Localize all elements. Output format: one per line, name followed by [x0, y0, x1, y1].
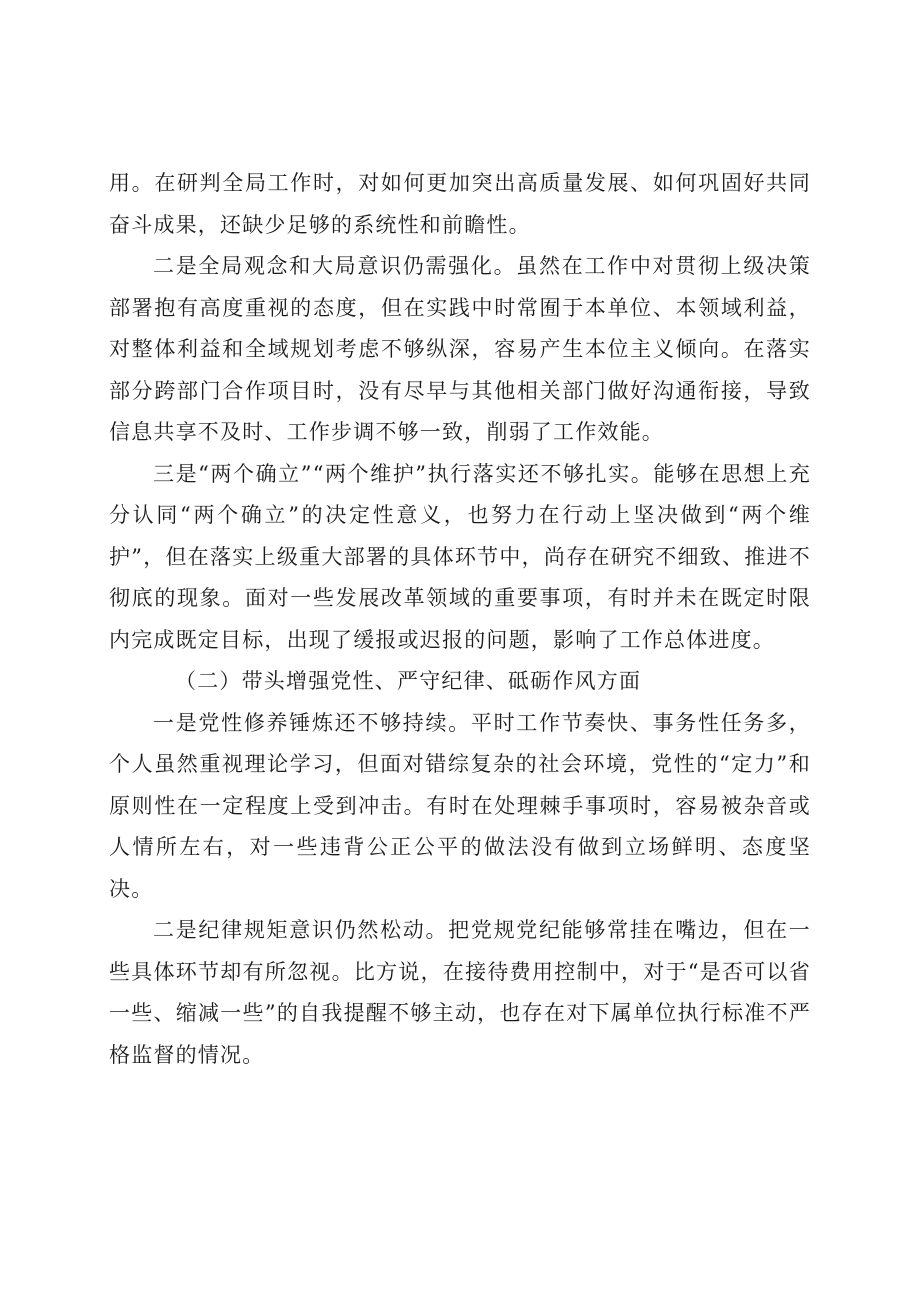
paragraph-party-spirit: 一是党性修养锤炼还不够持续。平时工作节奏快、事务性任务多，个人虽然重视理论学习，但面对错综复杂的社会环境，党性的“定力”和原则性在一定程度上受到冲击。有时在处理棘手事项时，容易被杂音或人情所左右，对一些违背公正公平的做法没有做到立场鲜明、态度坚决。	[109, 710, 811, 901]
paragraph-discipline: 二是纪律规矩意识仍然松动。把党规党纪能够常挂在嘴边，但在一些具体环节却有所忽视。比方说，在接待费用控制中，对于“是否可以省一些、缩减一些”的自我提醒不够主动，也存在对下属单位执行标准不严格监督的情况。	[109, 918, 811, 1067]
paragraph-overall-view: 二是全局观念和大局意识仍需强化。虽然在工作中对贯彻上级决策部署抱有高度重视的态度，但在实践中时常囿于本单位、本领域利益，对整体利益和全域规划考虑不够纵深，容易产生本位主义倾向。在落实部分跨部门合作项目时，没有尽早与其他相关部门做好沟通衔接，导致信息共享不及时、工作步调不够一致，削弱了工作效能。	[109, 254, 811, 444]
section-heading: （二）带头增强党性、严守纪律、砥砺作风方面	[175, 669, 642, 693]
paragraph-continuation: 用。在研判全局工作时，对如何更加突出高质量发展、如何巩固好共同奋斗成果，还缺少足够的系统性和前瞻性。	[109, 171, 811, 237]
paragraph-two-establishments: 三是“两个确立”“两个维护”执行落实还不够扎实。能够在思想上充分认同“两个确立”的决定性意义，也努力在行动上坚决做到“两个维护”，但在落实上级重大部署的具体环节中，尚存在研究不细致、推进不彻底的现象。面对一些发展改革领域的重要事项，有时并未在既定时限内完成既定目标，出现了缓报或迟报的问题，影响了工作总体进度。	[109, 461, 811, 652]
document-body	[109, 163, 811, 1076]
